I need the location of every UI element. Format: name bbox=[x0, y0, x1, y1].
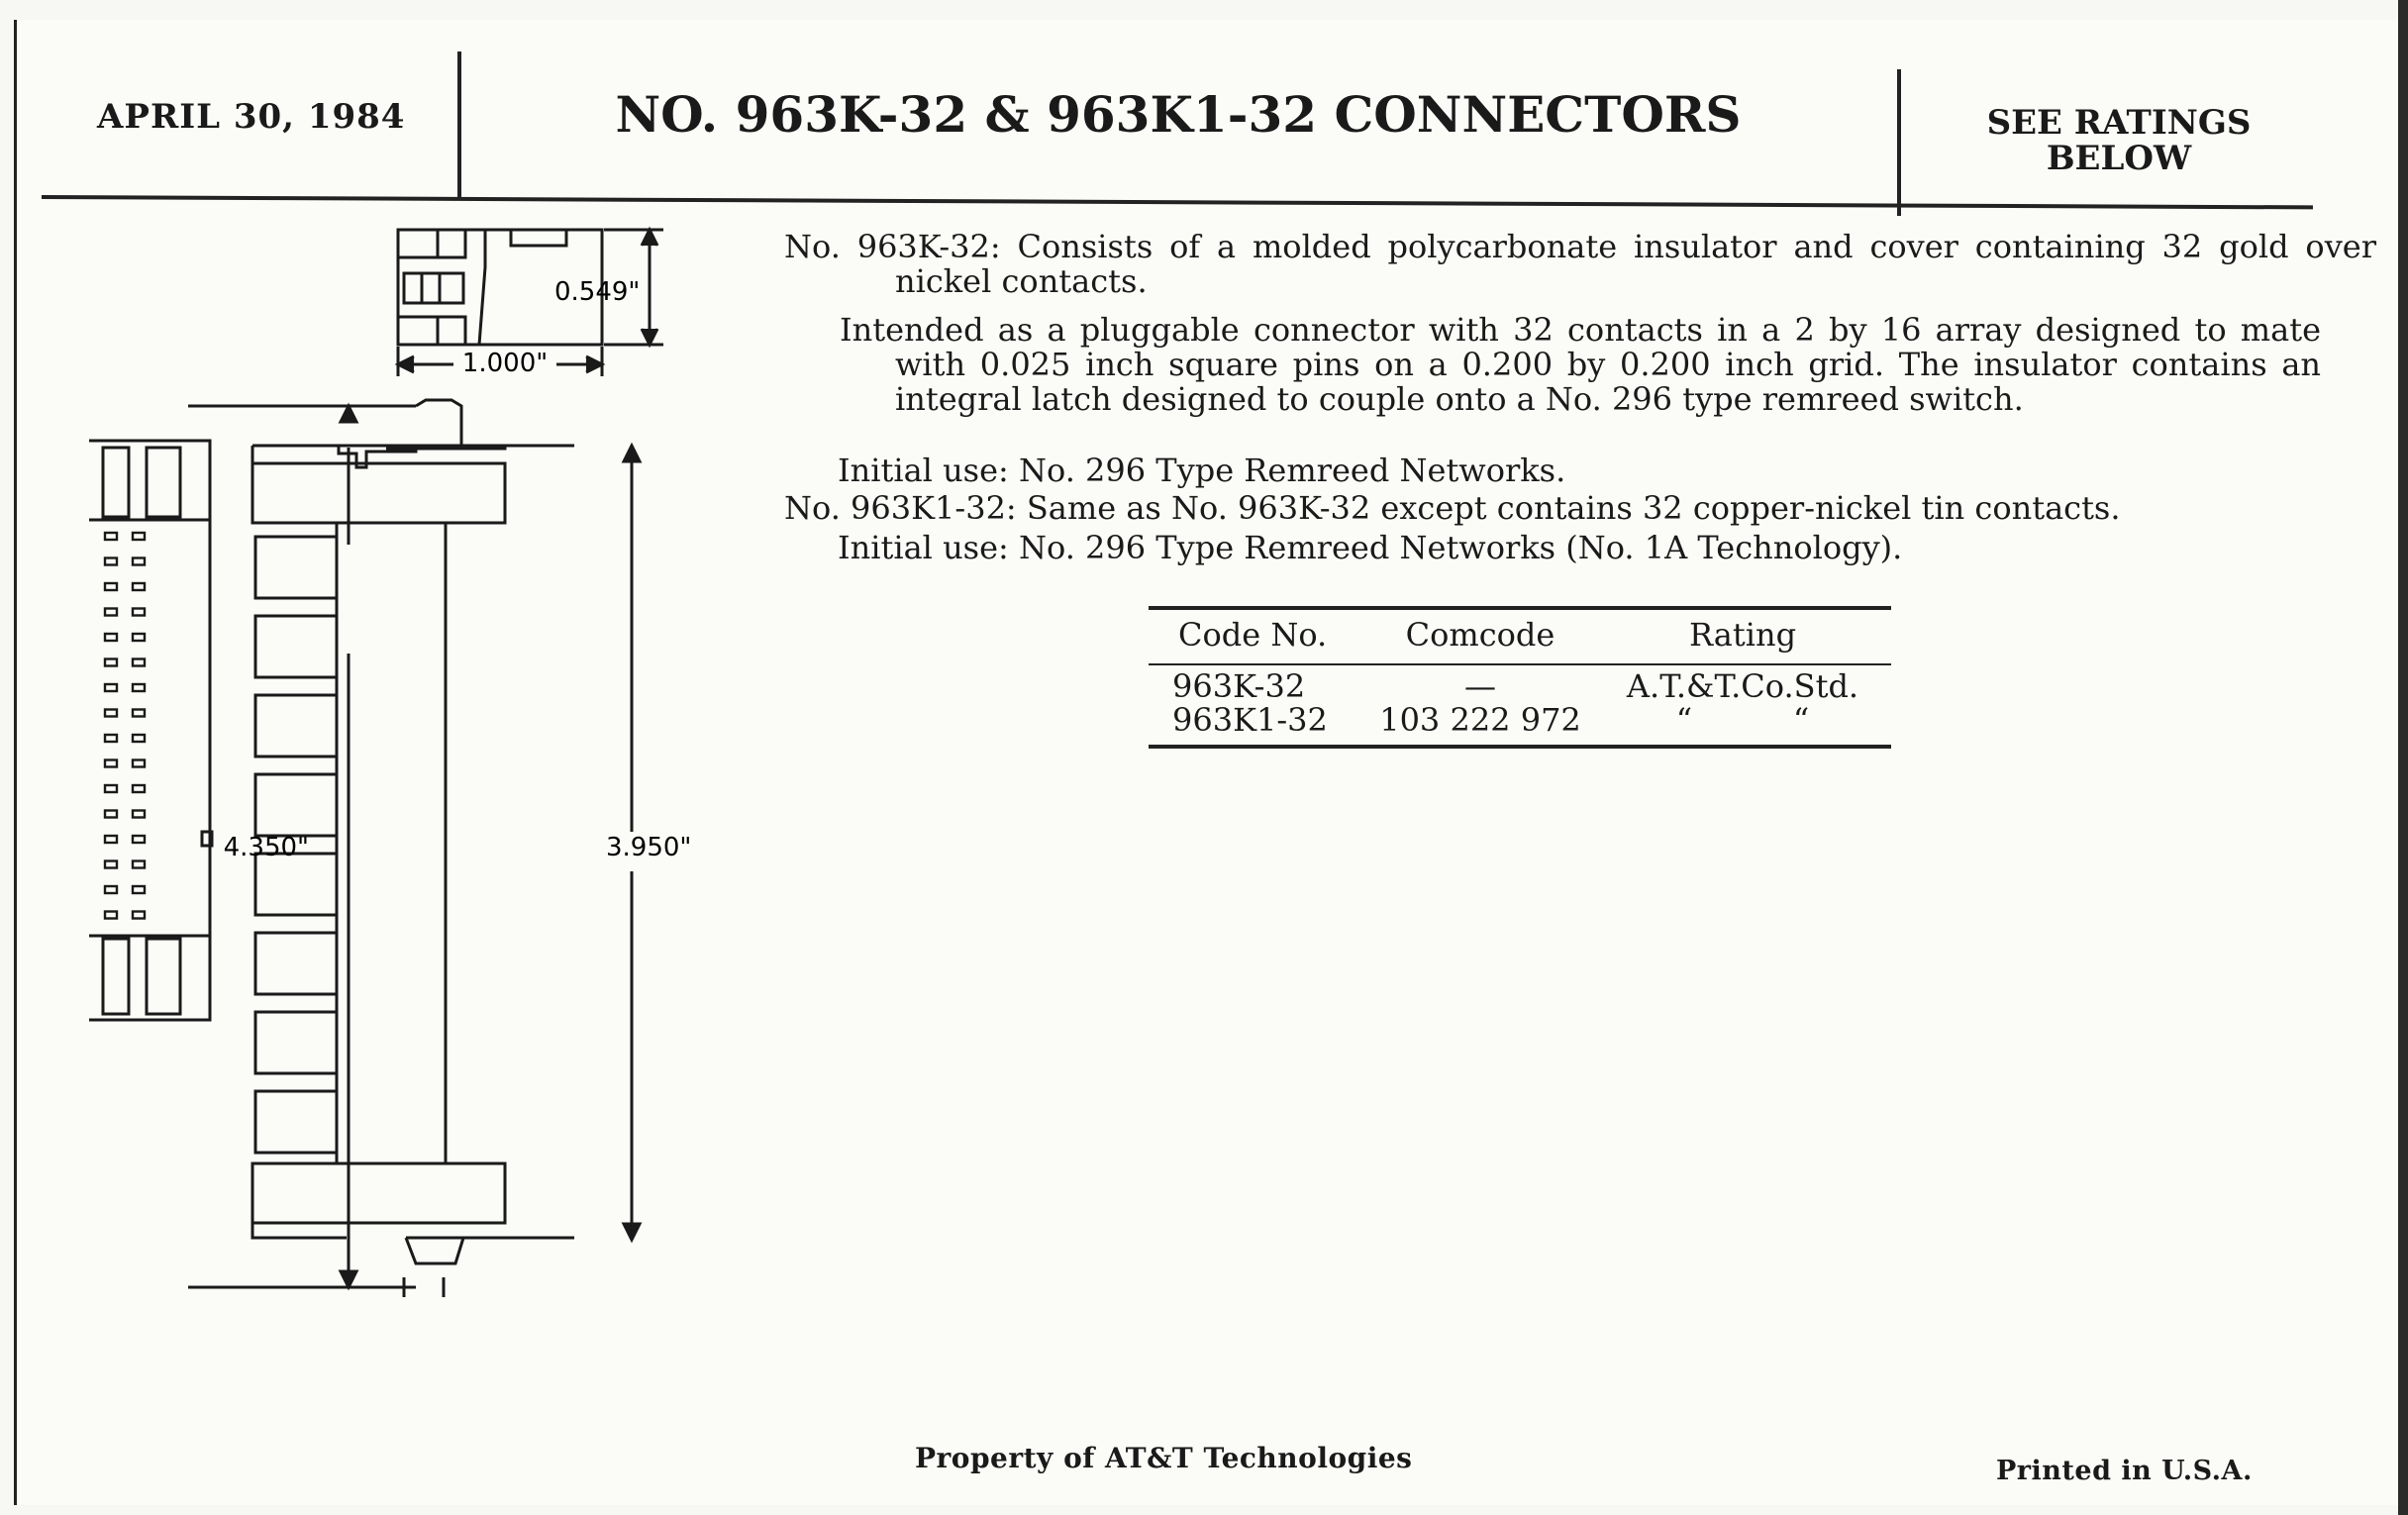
cell-comcode: — bbox=[1464, 667, 1496, 705]
contact-pin bbox=[133, 861, 145, 868]
table-row bbox=[1149, 703, 1891, 745]
dim-body-length: 3.950" bbox=[606, 833, 692, 862]
contact-pin bbox=[133, 634, 145, 641]
contact-pin bbox=[105, 609, 117, 616]
contact-pin bbox=[105, 836, 117, 843]
contact-pin bbox=[133, 609, 145, 616]
desc-intended-use: Intended as a pluggable connector with 32 contacts in a 2 by 16 array designed to mate with 0.025 inch square pins on a 0.200 by 0.200 inch grid. The insulator contains an integral latch designed to couple onto a No. 296 type remreed switch. bbox=[840, 311, 2321, 418]
header-divider-right bbox=[1897, 69, 1901, 216]
contact-pin bbox=[133, 533, 145, 540]
contact-pin bbox=[133, 785, 145, 792]
cell-rating: A.T.&T.Co.Std. bbox=[1626, 667, 1859, 705]
dim-overall-length: 4.350" bbox=[223, 833, 309, 862]
contact-pin bbox=[105, 558, 117, 565]
contact-pin bbox=[133, 558, 145, 565]
table-bottom-rule bbox=[1149, 745, 1891, 749]
cell-comcode: 103 222 972 bbox=[1379, 701, 1581, 739]
contact-pin bbox=[105, 760, 117, 767]
desc-initial-use-2: Initial use: No. 296 Type Remreed Networks (No. 1A Technology). bbox=[838, 529, 1903, 566]
contact-pin bbox=[105, 710, 117, 717]
contact-pin bbox=[133, 886, 145, 893]
contact-pin bbox=[105, 886, 117, 893]
page-title: NO. 963K-32 & 963K1-32 CONNECTORS bbox=[615, 85, 1742, 144]
footer-property: Property of AT&T Technologies bbox=[915, 1442, 1413, 1474]
front-tooth bbox=[255, 933, 337, 994]
contact-pin bbox=[105, 634, 117, 641]
contact-pin bbox=[105, 861, 117, 868]
rating-note-line1: SEE RATINGS bbox=[1986, 103, 2252, 143]
contact-pin bbox=[133, 760, 145, 767]
contact-pin bbox=[133, 836, 145, 843]
footer-printed: Printed in U.S.A. bbox=[1996, 1456, 2253, 1486]
contact-pin bbox=[105, 659, 117, 666]
desc-963k-32: No. 963K-32: Consists of a molded polycarbonate insulator and cover containing 32 gold over nickel contacts. bbox=[784, 228, 2376, 300]
ratings-table bbox=[1149, 606, 1891, 749]
contact-pin bbox=[133, 735, 145, 742]
header-divider-left bbox=[457, 51, 461, 200]
scan-edge bbox=[2398, 0, 2408, 1515]
dim-top-width: 1.000" bbox=[461, 349, 549, 378]
contact-pin bbox=[133, 811, 145, 818]
contact-pin bbox=[133, 659, 145, 666]
header-date: APRIL 30, 1984 bbox=[97, 97, 406, 137]
cell-rating: “ “ bbox=[1675, 701, 1810, 739]
connector-drawing bbox=[89, 218, 842, 1357]
contact-pin bbox=[133, 912, 145, 919]
table-row bbox=[1149, 665, 1891, 703]
header-rating-note bbox=[1951, 105, 2287, 176]
front-tooth bbox=[255, 1091, 337, 1153]
contact-pin bbox=[105, 912, 117, 919]
front-tooth bbox=[255, 695, 337, 757]
contact-pin bbox=[105, 785, 117, 792]
col-header-comcode: Comcode bbox=[1405, 616, 1555, 654]
contact-pin bbox=[133, 684, 145, 691]
dim-top-height: 0.549" bbox=[554, 277, 641, 307]
cell-code: 963K1-32 bbox=[1172, 701, 1328, 739]
side-view-outline bbox=[89, 401, 212, 1060]
col-header-code: Code No. bbox=[1178, 616, 1328, 654]
table-header-row bbox=[1149, 610, 1891, 663]
desc-initial-use-1: Initial use: No. 296 Type Remreed Networks. bbox=[838, 452, 1566, 489]
front-tooth bbox=[255, 854, 337, 915]
contact-pin bbox=[105, 533, 117, 540]
contact-pin bbox=[105, 583, 117, 590]
front-tooth bbox=[255, 537, 337, 598]
contact-pin bbox=[105, 684, 117, 691]
rating-note-line2: BELOW bbox=[2046, 139, 2192, 178]
contact-pin bbox=[133, 710, 145, 717]
cell-code: 963K-32 bbox=[1172, 667, 1306, 705]
col-header-rating: Rating bbox=[1688, 616, 1797, 654]
desc-963k1-32: No. 963K1-32: Same as No. 963K-32 except contains 32 copper-nickel tin contacts. bbox=[784, 489, 2121, 527]
contact-pin bbox=[133, 583, 145, 590]
front-tooth bbox=[255, 1012, 337, 1073]
front-tooth bbox=[255, 774, 337, 836]
front-tooth bbox=[255, 616, 337, 677]
contact-pin bbox=[105, 811, 117, 818]
contact-array bbox=[105, 533, 145, 919]
contact-pin bbox=[105, 735, 117, 742]
